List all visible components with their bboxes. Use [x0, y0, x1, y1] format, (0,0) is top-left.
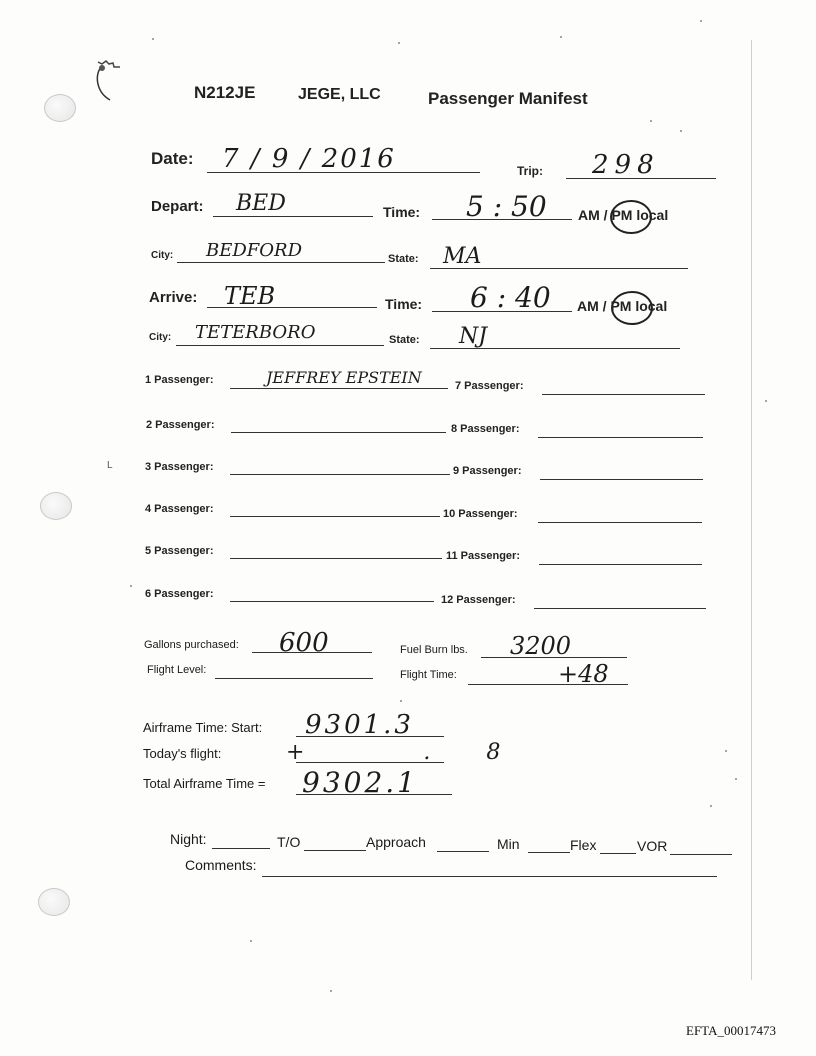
depart-state-label: State:: [388, 253, 419, 265]
gallons-value: 600: [279, 628, 329, 658]
depart-value: BED: [236, 191, 286, 216]
form-title: Passenger Manifest: [428, 89, 588, 108]
scan-speck: [680, 130, 682, 132]
fuel-burn-value: 3200: [510, 632, 572, 660]
depart-label: Depart:: [151, 198, 204, 215]
passenger-line: [230, 474, 450, 475]
trip-label: Trip:: [517, 164, 543, 178]
date-label: Date:: [151, 149, 194, 168]
scan-speck: [152, 38, 154, 40]
tail-number: N212JE: [194, 83, 256, 102]
staple-mark-icon: [88, 58, 128, 106]
depart-time-value: 5 : 50: [466, 190, 547, 223]
arrive-ampm-local: AM / PM local: [577, 298, 668, 314]
passenger-line: [230, 558, 442, 559]
arrive-city-label: City:: [149, 332, 172, 343]
passenger-line: [540, 479, 703, 480]
flight-level-line: [215, 678, 373, 679]
passenger-label: 2 Passenger:: [146, 419, 215, 431]
passenger-label: 7 Passenger:: [455, 380, 524, 392]
flight-time-label: Flight Time:: [400, 669, 457, 681]
comments-label: Comments:: [185, 857, 257, 873]
passenger-value: JEFFREY EPSTEIN: [266, 368, 422, 387]
min-label: Min: [497, 836, 520, 852]
passenger-label: 8 Passenger:: [451, 423, 520, 435]
scan-speck: [400, 700, 402, 702]
passenger-line: [538, 437, 703, 438]
fuel-burn-label: Fuel Burn lbs.: [400, 644, 468, 656]
night-label: Night:: [170, 831, 207, 847]
depart-time-label: Time:: [383, 204, 421, 220]
flight-level-label: Flight Level:: [147, 664, 207, 676]
passenger-line: [538, 522, 702, 523]
depart-ampm-local: AM / PM local: [578, 207, 669, 223]
approach-label: Approach: [366, 834, 426, 850]
punch-hole-middle: [40, 492, 72, 520]
depart-city-label: City:: [151, 250, 174, 261]
arrive-state-label: State:: [389, 334, 420, 346]
todays-flight-label: Today's flight:: [143, 746, 222, 761]
passenger-label: 12 Passenger:: [441, 594, 516, 606]
company-name: JEGE, LLC: [298, 86, 381, 103]
to-line: [304, 850, 366, 851]
arrive-label: Arrive:: [149, 289, 198, 306]
passenger-label: 9 Passenger:: [453, 465, 522, 477]
arrive-time-label: Time:: [385, 296, 423, 312]
scan-speck: [735, 778, 737, 780]
flight-time-value: +48: [558, 660, 609, 688]
total-airframe-label: Total Airframe Time =: [143, 776, 266, 791]
arrive-state-value: NJ: [459, 324, 488, 349]
to-label: T/O: [277, 834, 301, 850]
scan-speck: [330, 990, 332, 992]
punch-hole-bottom: [38, 888, 70, 916]
passenger-label: 10 Passenger:: [443, 508, 518, 520]
depart-city-value: BEDFORD: [206, 240, 303, 261]
passenger-label: 1 Passenger:: [145, 374, 214, 386]
page-edge-line: [751, 40, 752, 980]
arrive-city-value: TETERBORO: [195, 322, 316, 343]
total-airframe-value: 9302.1: [302, 766, 418, 799]
scan-speck: [765, 400, 767, 402]
pm-circle-depart: [610, 200, 652, 234]
pm-circle-arrive: [611, 291, 653, 325]
approach-line: [437, 851, 489, 852]
passenger-line: [231, 432, 446, 433]
scan-speck: [650, 120, 652, 122]
min-line: [528, 852, 570, 853]
passenger-line: [230, 388, 448, 389]
gallons-label: Gallons purchased:: [144, 639, 239, 651]
passenger-label: 5 Passenger:: [145, 545, 214, 557]
todays-flight-value: + .8: [286, 740, 557, 765]
trip-value: 298: [592, 150, 660, 180]
arrive-value: TEB: [224, 282, 276, 310]
flex-line: [600, 853, 636, 854]
depart-line: [213, 216, 373, 217]
passenger-label: 6 Passenger:: [145, 588, 214, 600]
airframe-start-value: 9301.3: [305, 710, 414, 740]
margin-mark: L: [107, 460, 113, 471]
scan-speck: [560, 36, 562, 38]
passenger-line: [230, 601, 434, 602]
arrive-city-line: [176, 345, 384, 346]
passenger-line: [539, 564, 702, 565]
depart-city-line: [177, 262, 385, 263]
passenger-label: 3 Passenger:: [145, 461, 214, 473]
comments-line: [262, 876, 717, 877]
passenger-line: [542, 394, 705, 395]
arrive-time-value: 6 : 40: [470, 281, 551, 314]
scan-speck: [130, 585, 132, 587]
vor-label: VOR: [637, 838, 668, 854]
passenger-label: 4 Passenger:: [145, 503, 214, 515]
vor-line: [670, 854, 732, 855]
passenger-line: [230, 516, 440, 517]
depart-state-value: MA: [443, 244, 482, 269]
passenger-line: [534, 608, 706, 609]
scan-speck: [700, 20, 702, 22]
passenger-label: 11 Passenger:: [446, 550, 520, 562]
punch-hole-top: [44, 94, 76, 122]
night-line: [212, 848, 270, 849]
scan-speck: [250, 940, 252, 942]
bates-number: EFTA_00017473: [686, 1023, 776, 1038]
date-value: 7 / 9 / 2016: [222, 144, 396, 174]
airframe-start-label: Airframe Time: Start:: [143, 720, 263, 735]
flex-label: Flex: [570, 837, 597, 853]
scan-speck: [398, 42, 400, 44]
scan-speck: [725, 750, 727, 752]
scan-speck: [710, 805, 712, 807]
